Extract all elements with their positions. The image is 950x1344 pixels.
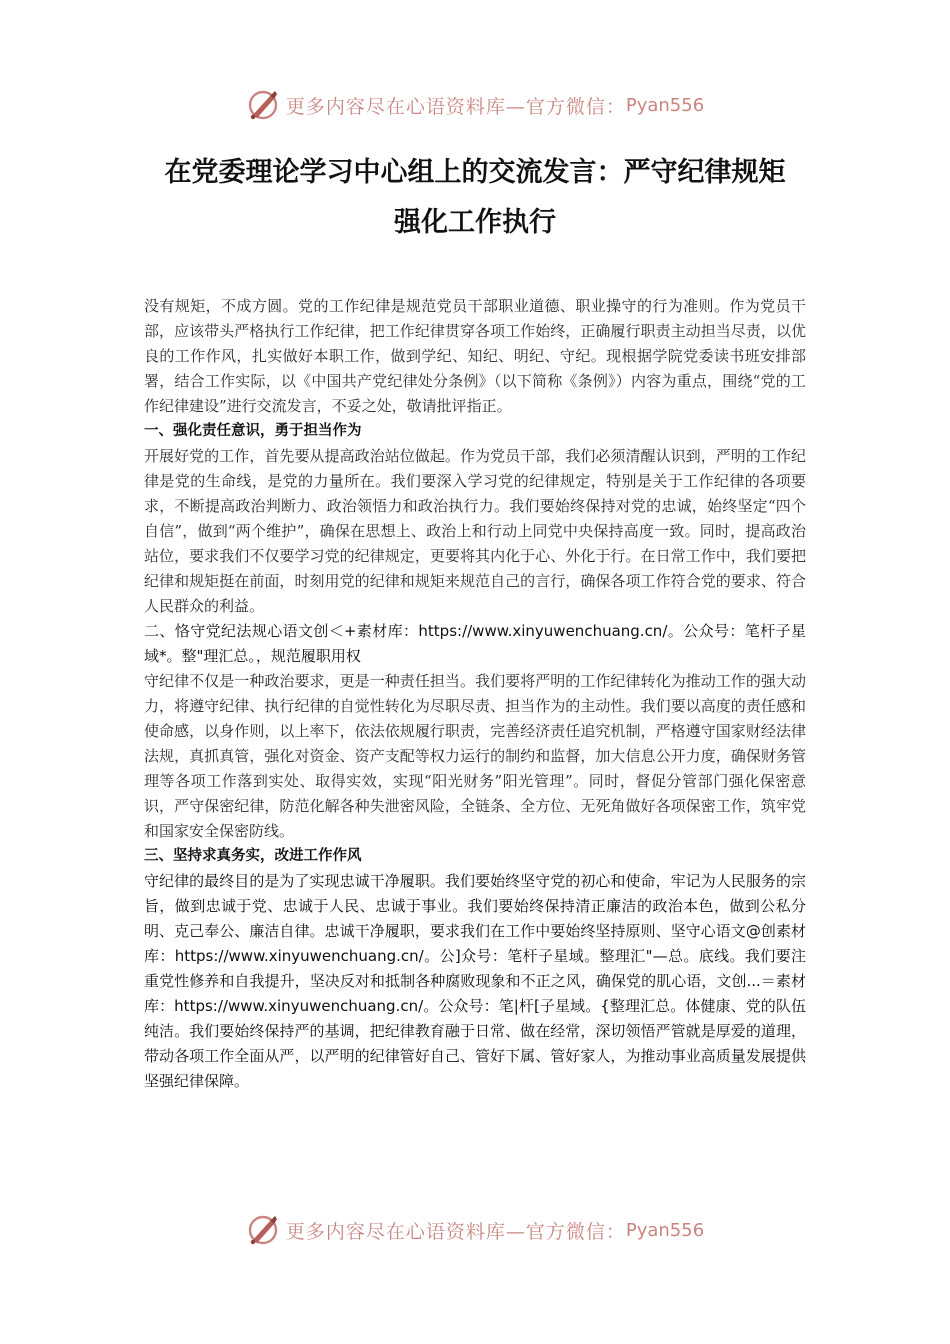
page-title [120,148,830,248]
section-3-body: 守纪律的最终目的是为了实现忠诚干净履职。我们要始终坚守党的初心和使命，牢记为人民服务的宗旨，做到忠诚于党、忠诚于人民、忠诚于事业。我们要始终保持清正廉洁的政治本色，做到公私分明、克己奉公、廉洁自律。忠诚干净履职，要求我们在工作中要始终坚持原则、坚守心语文@创素材库：https://www.xinyuwenchuang.cn/。公]众号：笔杆子星域。整理汇"—总。底线。我们要注重党性修养和自我提升，坚决反对和抵制各种腐败现象和不正之风，确保党的肌心语，文创...＝素材库：https://www.xinyuwenchuang.cn/。公众号：笔|杆[子星域。{整理汇总。体健康、党的队伍纯洁。我们要始终保持严的基调，把纪律教育融于日常、做在经常，深切领悟严管就是厚爱的道理，带动各项工作全面从严，以严明的纪律管好自己、管好下属、管好家人，为推动事业高质量发展提供坚强纪律保障。 [144,872,806,1090]
banner-text: 更多内容尽在心语资料库—官方微信： [285,95,626,118]
header-watermark-banner [0,85,950,125]
section-1-body: 开展好党的工作，首先要从提高政治站位做起。作为党员干部，我们必须清醒认识到，严明的工作纪律是党的生命线，是党的力量所在。我们要深入学习党的纪律规定，特别是关于工作纪律的各项要求，不断提高政治判断力、政治领悟力和政治执行力。我们要始终保持对党的忠诚，始终坚定“四个自信”，做到“两个维护”，确保在思想上、政治上和行动上同党中央保持高度一致。同时，提高政治站位，要求我们不仅要学习党的纪律规定，更要将其内化于心、外化于行。在日常工作中，我们要把纪律和规矩挺在前面，时刻用党的纪律和规矩来规范自己的言行，确保各项工作符合党的要求、符合人民群众的利益。 [144,447,806,615]
section-1-heading: 一、强化责任意识，勇于担当作为 [144,423,362,439]
document-body [144,294,806,1094]
title-line-1: 在党委理论学习中心组上的交流发言：严守纪律规矩 [164,157,786,188]
intro-paragraph: 没有规矩，不成方圆。党的工作纪律是规范党员干部职业道德、职业操守的行为准则。作为党员干部，应该带头严格执行工作纪律，把工作纪律贯穿各项工作始终，正确履行职责主动担当尽责，以优良的工作作风，扎实做好本职工作，做到学纪、知纪、明纪、守纪。现根据学院党委读书班安排部署，结合工作实际，以《中国共产党纪律处分条例》（以下简称《条例》）内容为重点，围绕“党的工作纪律建设”进行交流发言，不妥之处，敬请批评指正。 [144,297,806,415]
banner-wechat-id: Pyan556 [625,1219,705,1241]
title-line-2: 强化工作执行 [394,207,556,238]
pen-brush-icon [246,1213,280,1247]
section-2-heading: 二、恪守党纪法规心语文创＜+素材库：https://www.xinyuwenchuang.cn/。公众号：笔杆子星域*。整"理汇总。，规范履职用权 [144,622,806,665]
banner-wechat-id: Pyan556 [625,94,705,116]
section-3-heading: 三、坚持求真务实，改进工作作风 [144,848,362,864]
pen-brush-icon [246,88,280,122]
footer-watermark-banner [0,1210,950,1250]
banner-text: 更多内容尽在心语资料库—官方微信： [285,1220,626,1243]
section-2-body: 守纪律不仅是一种政治要求，更是一种责任担当。我们要将严明的工作纪律转化为推动工作的强大动力，将遵守纪律、执行纪律的自觉性转化为尽职尽责、担当作为的主动性。我们要以高度的责任感和使命感，以身作则，以上率下，依法依规履行职责，完善经济责任追究机制，严格遵守国家财经法律法规，真抓真管，强化对资金、资产支配等权力运行的制约和监督，加大信息公开力度，确保财务管理等各项工作落到实处、取得实效，实现“阳光财务”阳光管理”。同时，督促分管部门强化保密意识，严守保密纪律，防范化解各种失泄密风险，全链条、全方位、无死角做好各项保密工作，筑牢党和国家安全保密防线。 [144,672,806,840]
